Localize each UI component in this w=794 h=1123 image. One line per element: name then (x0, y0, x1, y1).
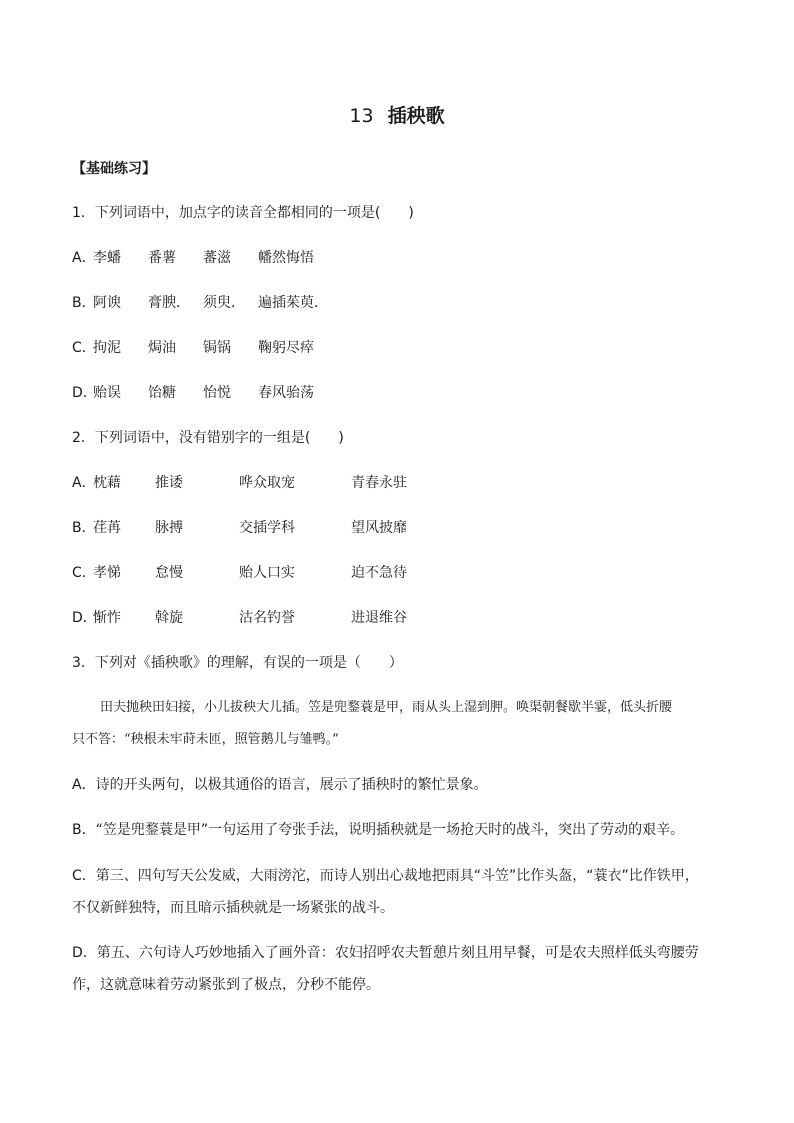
q2-option-a (72, 474, 407, 492)
q2-stem: 2．下列词语中，没有错别字的一组是( ) (72, 430, 344, 446)
option-item: 鞠躬尽瘁 (258, 340, 314, 356)
q3-option-b: B．“笠是兜鍪蓑是甲”一句运用了夸张手法，说明插秧就是一场抢天时的战斗，突出了劳动的艰辛。 (72, 822, 685, 838)
option-item: 李蟠 (93, 250, 121, 266)
option-item: 焗油 (148, 340, 176, 356)
option-item: 饴糖 (148, 385, 176, 401)
q1-stem: 1．下列词语中，加点字的读音全都相同的一项是( ) (72, 205, 414, 221)
option-letter: C． (72, 340, 96, 356)
option-letter: B． (72, 295, 96, 311)
option-item: 锔锅 (203, 340, 231, 356)
option-item: 怡悦 (203, 385, 231, 401)
page-title (0, 104, 794, 128)
option-item: 枕藉 (93, 475, 121, 491)
option-item: 哗众取宠 (239, 475, 295, 491)
q3-option-a: A．诗的开头两句，以极其通俗的语言，展示了插秧时的繁忙景象。 (72, 777, 488, 793)
q2-option-d (72, 609, 407, 627)
option-item: 青春永驻 (351, 475, 407, 491)
option-item: 交插学科 (239, 520, 295, 536)
option-item: 迫不急待 (351, 565, 407, 581)
option-item: 荏苒 (93, 520, 121, 536)
option-item: 贻人口实 (239, 565, 295, 581)
option-letter: C． (72, 565, 96, 581)
option-item: 怠慢 (155, 565, 183, 581)
q1-option-d (72, 384, 314, 402)
option-item: 孝悌 (93, 565, 121, 581)
poem-line: 田夫抛秧田妇接，小儿拔秧大儿插。笠是兜鍪蓑是甲，雨从头上湿到胛。唤渠朝餐歇半霎，低头折腰 (100, 700, 673, 715)
q1-option-a (72, 249, 314, 267)
q3-option-d: D．第五、六句诗人巧妙地插入了画外音：农妇招呼农夫暂憩片刻且用早餐，可是农夫照样低头弯腰劳 (72, 945, 699, 961)
option-item: 幡然悔悟 (258, 250, 314, 266)
option-item: 推诿 (155, 475, 183, 491)
lesson-name: 插秧歌 (387, 105, 445, 127)
option-letter: D． (72, 610, 97, 626)
option-item: 斡旋 (155, 610, 183, 626)
option-item: 番薯 (148, 250, 176, 266)
option-item: 贻误 (93, 385, 121, 401)
lesson-number: 13 (349, 105, 374, 127)
poem-line: 只不答：“秧根未牢莳未匝，照管鹅儿与雏鸭。” (72, 732, 339, 747)
q2-option-b (72, 519, 407, 537)
option-letter: D． (72, 385, 97, 401)
option-letter: B． (72, 520, 96, 536)
option-item: 惭怍 (93, 610, 121, 626)
option-item: 沽名钓誉 (239, 610, 295, 626)
option-letter: A． (72, 475, 96, 491)
q1-option-c (72, 339, 314, 357)
option-item: 须臾． (203, 295, 245, 311)
option-item: 膏腴． (148, 295, 190, 311)
option-item: 遍插茱萸． (258, 295, 328, 311)
section-heading: 【基础练习】 (72, 161, 156, 177)
option-item: 脉搏 (155, 520, 183, 536)
option-letter: A． (72, 250, 96, 266)
q3-option-d-cont: 作，这就意味着劳动紧张到了极点，分秒不能停。 (72, 977, 380, 993)
q1-option-b (72, 294, 328, 312)
option-item: 蕃滋 (203, 250, 231, 266)
option-item: 阿谀 (93, 295, 121, 311)
q3-option-c-cont: 不仅新鲜独特，而且暗示插秧就是一场紧张的战斗。 (72, 900, 394, 916)
option-item: 望风披靡 (351, 520, 407, 536)
option-item: 拘泥 (93, 340, 121, 356)
q3-stem: 3．下列对《插秧歌》的理解，有误的一项是（ ） (72, 655, 403, 671)
q3-option-c: C．第三、四句写天公发威，大雨滂沱，而诗人别出心裁地把雨具“斗笠”比作头盔，“蓑衣”比作铁甲， (72, 868, 699, 884)
option-item: 进退维谷 (351, 610, 407, 626)
q2-option-c (72, 564, 407, 582)
option-item: 春风骀荡 (258, 385, 314, 401)
